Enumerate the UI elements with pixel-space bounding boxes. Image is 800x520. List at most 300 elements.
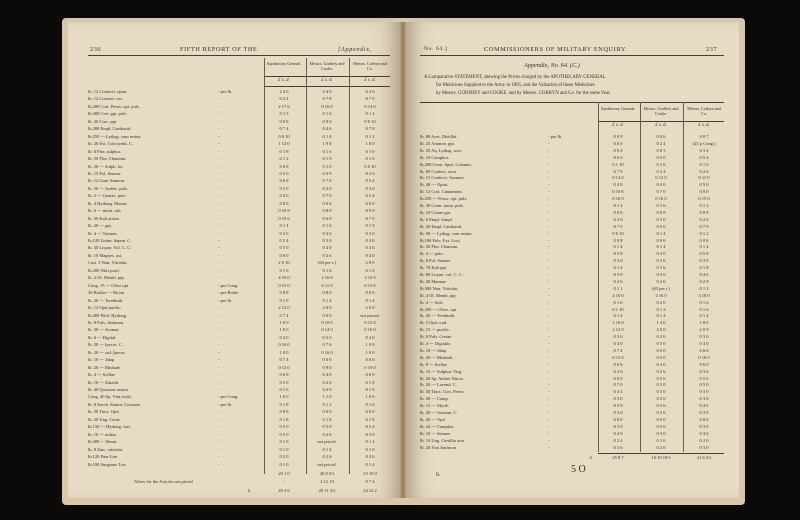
price-corbyn: 0 1 6: [365, 401, 375, 407]
price-apothecary: 0 1 4: [613, 203, 623, 208]
price-corbyn: 0 1 6: [365, 156, 375, 162]
item-name: lb.150 --- Hydrarg. fort.: [88, 424, 131, 430]
price-corbyn: 0 1 4: [699, 244, 709, 250]
price-godfrey: 0 1 3: [656, 306, 666, 312]
price-godfrey: 0 7 6: [322, 342, 332, 348]
item-unit: -: [548, 209, 550, 215]
price-godfrey: 0 1 4: [322, 446, 332, 452]
item-name: lb. 30 Tinct. Cort. Peruv.: [420, 389, 465, 395]
right-left-tag: No. 64.]: [424, 46, 448, 52]
item-name: lb. 6 Empl. Simpl.: [420, 216, 454, 222]
item-name: lb.250 --- Lythag. cum resina: [88, 133, 141, 139]
price-godfrey: 0 2 0: [322, 387, 332, 392]
price-apothecary: 0 0 8: [613, 237, 623, 243]
item-name: lb. 24 --- Camphor.: [420, 423, 455, 429]
price-godfrey: 0 3 9: [322, 170, 332, 176]
price-corbyn: 0 0 6: [699, 237, 709, 243]
price-apothecary: 2 0 10: [278, 260, 290, 266]
price-godfrey: 0 3 0: [322, 185, 332, 191]
left-page: [68, 22, 400, 498]
item-name: lb. 8 Fol. Sennae: [420, 258, 451, 264]
price-godfrey: 0 1 6: [656, 161, 666, 167]
item-name: lb. 12 --- Myrrh: [420, 403, 449, 409]
item-name: lb. 40 --- Opiat.: [420, 182, 449, 188]
item-name: lb. 4 --- pulv.: [420, 251, 444, 257]
price-apothecary: 0 3 0: [279, 431, 289, 437]
price-apothecary: 0 1 1: [613, 285, 623, 291]
price-godfrey: 0 2 6: [322, 454, 332, 460]
price-godfrey: 0 1 6: [322, 267, 332, 273]
item-name: lb. 20 --- Opii: [420, 416, 445, 422]
item-name: lb. 4 --- Tartariz.: [88, 230, 118, 236]
item-unit: -: [218, 178, 220, 184]
item-name: lb. 6 --- Digital.: [88, 334, 117, 340]
item-name: lb. 20 Empl. Cantharid.: [420, 223, 463, 229]
item-unit: -: [218, 96, 220, 102]
price-godfrey: 0 5 0: [656, 341, 666, 346]
price-apothecary: 0 12 0: [278, 364, 290, 370]
item-name: lb. 6 Flor. sulphur.: [88, 148, 122, 154]
price-apothecary: 0 5 0: [613, 272, 623, 277]
price-apothecary: 0 7 0: [613, 223, 623, 229]
item-unit: -: [218, 200, 220, 206]
price-corbyn: 0 3 0: [699, 389, 709, 395]
price-godfrey: 0 5 0: [322, 334, 332, 340]
item-name: lb. 40 Quassiae rasura: [88, 387, 128, 392]
price-apothecary: 0 6 0: [613, 140, 623, 146]
appendix-title: Appendix, No. 64. (C.): [524, 62, 580, 69]
price-apothecary: 2 12 0: [612, 327, 624, 333]
price-apothecary: 0 0 9: [613, 134, 623, 139]
price-apothecary: 1 12 0: [278, 141, 290, 147]
price-corbyn: 0 14 0: [364, 103, 376, 109]
item-unit: -: [548, 306, 550, 312]
price-corbyn: 1 0 0: [365, 342, 375, 348]
item-name: lb.300 Cret. ppt. pulv.: [88, 111, 128, 117]
price-apothecary: 0 6 8: [279, 178, 289, 184]
price-corbyn: 0 0 10: [364, 163, 376, 169]
price-apothecary: 0 12 0: [612, 354, 624, 360]
item-unit: -: [218, 260, 220, 266]
item-unit: -: [218, 446, 220, 452]
item-name: lb. 8 Pulv. Antimon.: [88, 319, 125, 325]
price-apothecary: 0 7 4: [279, 357, 289, 363]
price-apothecary: 0 0 10: [278, 133, 290, 139]
item-unit: -: [548, 410, 550, 415]
price-godfrey: 0 2 6: [656, 334, 666, 340]
price-corbyn: 0 4 0: [699, 341, 709, 346]
price-godfrey: 0 5 6: [656, 375, 666, 381]
price-godfrey: 0 12 0: [655, 175, 667, 181]
price-corbyn: 0 3 0: [365, 185, 375, 191]
item-name: lb. 8 Zinc. vitriolat.: [88, 446, 123, 452]
item-name: lb. 20 Ext. Colocynth. C.: [88, 141, 133, 147]
price-corbyn: 0 0 7: [699, 134, 709, 139]
statement-line-2: for Medicines Supplied to the Army in 1805; and the Valuation of those Medicines: [436, 83, 595, 88]
price-apothecary: 1 0 0: [279, 327, 289, 333]
item-unit: -: [548, 140, 550, 146]
price-apothecary: 0 18 0: [612, 196, 624, 202]
price-corbyn: 0 5 8: [699, 251, 709, 257]
price-apothecary: 0 0 8: [279, 163, 289, 169]
right-colhead-rule: [598, 121, 724, 122]
left-allow-row: [88, 478, 390, 486]
left-head-rule: [88, 55, 390, 56]
item-unit: -: [218, 409, 220, 415]
item-name: lb. 12 Opii purific.: [88, 305, 122, 311]
price-corbyn: 0 3 0: [365, 431, 375, 437]
item-unit: -: [218, 141, 220, 147]
item-unit: -: [218, 230, 220, 236]
price-corbyn: 0 16 0: [364, 327, 376, 333]
price-corbyn: 0 2 6: [365, 454, 375, 460]
item-unit: -: [548, 341, 550, 346]
price-godfrey: 0 3 0: [656, 389, 666, 395]
price-corbyn: 0 3 0: [699, 423, 709, 429]
item-unit: -: [218, 357, 220, 363]
price-corbyn: 0 1 9: [365, 223, 375, 229]
price-godfrey: 0 6 0: [656, 223, 666, 229]
price-apothecary: 0 3 0: [613, 423, 623, 429]
price-corbyn: 0 2 0: [699, 437, 709, 443]
price-corbyn: 0 1 4: [365, 461, 375, 467]
price-apothecary: 0 0 10: [612, 230, 624, 236]
item-unit: -: [548, 203, 550, 208]
item-name: lb. 50 Flor. Chamom.: [88, 156, 127, 162]
item-name: lb. 10 --- Jalap.: [88, 357, 116, 363]
item-name: lb. 90 --- Lythag. cum resina: [420, 230, 472, 236]
right-footer-mid: 5 O: [571, 464, 586, 475]
item-name: lb. 10 Camphor.: [420, 154, 449, 160]
price-godfrey: 0 6 0: [656, 416, 666, 422]
price-corbyn: 0 7 0: [365, 96, 375, 102]
item-unit: -: [548, 368, 550, 374]
item-name: lb. 30 Liquor. Vol. C. C.: [88, 245, 132, 251]
item-name: lb. 20 --- Ipecac. C.: [88, 342, 124, 348]
price-godfrey: 1 1 0: [322, 394, 332, 400]
item-name: lb. 2 Ol. Menth. pip.: [88, 275, 125, 281]
price-corbyn: 0 3 4: [699, 147, 709, 153]
item-unit: - per Cong.: [218, 282, 239, 288]
item-name: lb. 10 --- Sulphur. Virg.: [420, 368, 463, 374]
item-unit: -: [548, 258, 550, 264]
item-name: lb. 12 Cort. Cinnamom.: [420, 189, 463, 195]
left-section: [Appendix,: [338, 46, 372, 53]
item-unit: -: [218, 454, 220, 460]
price-godfrey: 0 1 6: [322, 111, 332, 117]
price-godfrey: 0 9 0: [322, 364, 332, 370]
item-unit: -: [548, 161, 550, 167]
right-footer-left: 6.: [436, 472, 441, 478]
item-unit: -: [548, 196, 550, 202]
item-name: lb.120 Fine Lint: [88, 454, 118, 460]
item-name: lb. 30 Croc. ppt.: [88, 118, 118, 124]
item-unit: -: [548, 437, 550, 443]
price-corbyn: 0 1 2: [365, 133, 375, 139]
item-name: lb.200 --- Olive. opt.: [420, 306, 458, 312]
price-corbyn: 0 3 0: [699, 258, 709, 264]
table-row: [420, 444, 724, 452]
price-godfrey: 0 2 4: [656, 168, 666, 174]
price-godfrey: 0 5 0: [656, 382, 666, 388]
item-unit: -: [218, 327, 220, 333]
price-godfrey: 0 1 9: [322, 156, 332, 162]
item-unit: -: [218, 223, 220, 229]
price-corbyn: 0 4 6: [365, 245, 375, 251]
price-apothecary: 4 16 0: [612, 292, 624, 298]
item-unit: -: [218, 342, 220, 348]
price-godfrey: 0 8 0: [322, 290, 332, 296]
price-corbyn: 1 8 0: [699, 320, 709, 326]
price-apothecary: 0 5 4: [279, 238, 289, 243]
item-unit: -: [548, 244, 550, 250]
item-name: lb. 25 Ammon. ppt.: [420, 140, 456, 146]
item-unit: -: [218, 118, 220, 124]
price-apothecary: 1 0 0: [279, 349, 289, 355]
item-name: lb. 4 --- Sulc.: [420, 299, 444, 305]
price-corbyn: 0 1 8: [365, 416, 375, 422]
price-godfrey: 1 4 0: [656, 320, 666, 326]
item-name: lb.200 Empl. Cantharid.: [88, 126, 132, 132]
item-name: lb.300 --- Resin.: [88, 439, 118, 445]
item-unit: -: [548, 216, 550, 222]
left-total-c: 24 12 2: [363, 487, 377, 493]
price-apothecary: 1 0 0: [279, 319, 289, 325]
item-name: 36 Bottles --- Ricini: [88, 290, 125, 296]
item-unit: -: [548, 327, 550, 333]
price-corbyn: 0 7 0: [365, 126, 375, 132]
item-unit: -: [218, 252, 220, 258]
item-name: Cast. 5 Natr. Vitriolat.: [88, 260, 128, 266]
item-unit: -: [218, 111, 220, 117]
item-name: lb.250 --- Peruv. opt. pulv.: [420, 196, 468, 202]
price-godfrey: 0 2 6: [656, 410, 666, 415]
left-total-label: £.: [248, 487, 252, 493]
item-unit: -: [218, 238, 220, 243]
price-apothecary: 0 1 10: [612, 306, 624, 312]
item-name: lb. 10 Ung. Cerullia acet.: [420, 437, 466, 443]
price-godfrey: 0 0 6: [322, 118, 332, 124]
item-unit: -: [548, 403, 550, 409]
price-apothecary: 0 4 8: [613, 182, 623, 188]
price-godfrey: 0 4 6: [322, 126, 332, 132]
price-corbyn: 0 2 8: [699, 278, 709, 284]
price-godfrey: 0 4 0: [322, 245, 332, 251]
price-apothecary: 0 1 4: [613, 244, 623, 250]
left-currency-b: £ s. d.: [321, 78, 333, 83]
left-currency-a: £ s. d.: [278, 78, 290, 83]
item-unit: -: [548, 154, 550, 160]
item-name: lb. 10 --- Sennae: [420, 430, 450, 436]
item-unit: -: [218, 431, 220, 437]
price-corbyn: 0 3 6: [699, 430, 709, 436]
item-unit: -: [548, 416, 550, 422]
price-godfrey: 0 0 3: [656, 147, 666, 153]
item-name: lb.200 Nitri purif.: [88, 267, 120, 273]
right-page-number: 237: [706, 46, 718, 53]
item-unit: -: [548, 147, 550, 153]
item-unit: -: [548, 272, 550, 277]
left-running-head: FIFTH REPORT OF THE: [180, 46, 258, 53]
left-subtotal-a: 29 1 0: [278, 470, 290, 476]
left-subtotal-b: 20 8 5½: [319, 470, 335, 476]
price-apothecary: 0 3 6: [613, 368, 623, 374]
price-godfrey: 0 1 6: [322, 148, 332, 154]
price-corbyn: 0 1 2: [699, 203, 709, 208]
right-col-corbyn: Messrs. Corbyn and Co.: [687, 106, 721, 116]
item-unit: -: [548, 320, 550, 326]
item-name: lb. 4 --- Digitalis: [420, 341, 451, 346]
price-corbyn: not priced.: [360, 312, 380, 318]
item-name: lb. 20 --- Lavend. C.: [420, 382, 457, 388]
open-book: [62, 18, 745, 505]
price-corbyn: 0 1 6: [699, 299, 709, 305]
price-apothecary: 0 6 0: [613, 154, 623, 160]
price-corbyn: 2 0 0: [699, 327, 709, 333]
price-apothecary: 0 0 8: [279, 118, 289, 124]
price-godfrey: 0 2 6: [322, 431, 332, 437]
price-apothecary: 0 1 8: [279, 401, 289, 407]
price-corbyn: 3 10 0: [364, 275, 376, 281]
left-page-number: 236: [90, 46, 102, 53]
item-unit: -: [218, 148, 220, 154]
price-apothecary: 0 10 8: [278, 208, 290, 214]
item-unit: - per Cong.: [218, 394, 239, 400]
item-unit: -: [548, 423, 550, 429]
price-godfrey: 2 16 0: [321, 275, 333, 281]
item-name: lb. 30 Tinct. Opii: [88, 409, 119, 415]
price-apothecary: 0 0 8: [613, 209, 623, 215]
item-name: Cong. 15 --- Olive opt.: [88, 282, 130, 288]
price-godfrey: 0 5 0: [656, 154, 666, 160]
price-corbyn: 0 1 4: [699, 313, 709, 319]
item-name: lb. 4 Ol. Menth. pip.: [420, 292, 457, 298]
item-name: lb. 20 --- ppt.: [88, 223, 112, 229]
price-godfrey: 0 9 0: [656, 354, 666, 360]
price-apothecary: 0 5 0: [613, 403, 623, 409]
price-godfrey: 0 1 6: [656, 437, 666, 443]
price-apothecary: 0 1 6: [279, 267, 289, 273]
item-name: lb. 20 --- Gentian. C.: [420, 410, 458, 415]
price-apothecary: 2 12 0: [278, 305, 290, 311]
price-godfrey: 0 8 0: [322, 208, 332, 214]
item-unit: -: [548, 382, 550, 388]
price-apothecary: 2 4 0: [279, 89, 289, 94]
price-corbyn: 0 7 0: [699, 223, 709, 229]
price-apothecary: 0 4 0: [613, 430, 623, 436]
item-unit: -: [548, 285, 550, 291]
price-godfrey: not priced.: [317, 461, 337, 467]
item-unit: - per lb.: [218, 401, 233, 407]
item-name: lb. 20 --- Terebinth.: [88, 297, 124, 303]
price-apothecary: 0 1 0: [279, 461, 289, 467]
item-name: lb.400 Pilul. Hydrarg.: [88, 312, 128, 318]
item-name: lb. 4 --- Scillae: [88, 372, 115, 378]
item-name: lb. 10 Magnes. ust.: [88, 252, 123, 258]
price-godfrey: 0 1 4: [656, 313, 666, 319]
price-corbyn: 0 1 2: [699, 285, 709, 291]
price-godfrey: 1 0 0: [322, 141, 332, 147]
price-corbyn: 0 1 0: [365, 446, 375, 452]
price-corbyn: 0 3 0: [365, 230, 375, 236]
price-godfrey: 0 2 6: [656, 278, 666, 284]
left-colhead-rule-2: [264, 86, 390, 87]
price-godfrey: 0 1 4: [322, 133, 332, 139]
item-unit: - per Bottle: [218, 290, 239, 296]
price-apothecary: 0 3 6: [279, 230, 289, 236]
left-total-a: 29 4 6: [278, 487, 290, 493]
price-godfrey: not priced.: [317, 439, 337, 445]
item-name: lb. 20 --- Camp.: [420, 396, 449, 402]
item-unit: -: [218, 305, 220, 311]
price-corbyn: 0 4 6: [699, 272, 709, 277]
item-unit: -: [548, 168, 550, 174]
price-corbyn: 0 0 10: [364, 118, 376, 124]
price-corbyn: 0 13 0: [364, 282, 376, 288]
price-apothecary: 0 14 0: [612, 175, 624, 181]
price-godfrey: 0 1 2: [322, 401, 332, 407]
price-corbyn: 0 1 8: [699, 265, 709, 271]
price-corbyn: 0 8 0: [365, 290, 375, 296]
item-name: lb. 12 Conserv. ros.: [88, 96, 123, 102]
table-row: [88, 461, 390, 469]
item-unit: -: [218, 349, 220, 355]
item-name: lb. 2 --- Guaiac. pulv.: [88, 193, 127, 199]
price-godfrey: 0 1 4: [656, 230, 666, 236]
price-godfrey: 0 2 6: [656, 444, 666, 450]
item-unit: -: [548, 430, 550, 436]
price-corbyn: 0 2 0: [699, 216, 709, 222]
price-corbyn: 0 5 4: [365, 193, 375, 199]
item-unit: -: [218, 156, 220, 162]
price-godfrey: 0 16 0: [655, 196, 667, 202]
price-apothecary: 0 3 0: [613, 216, 623, 222]
price-godfrey: 0 1 6: [322, 223, 332, 229]
item-name: lb. 35 Aq. Lythag. acet.: [420, 147, 462, 153]
price-corbyn: 0 1 6: [365, 267, 375, 273]
price-apothecary: 0 5 0: [279, 245, 289, 251]
price-apothecary: 0 16 0: [278, 342, 290, 348]
price-godfrey: 0 7 6: [322, 178, 332, 184]
item-unit: -: [218, 379, 220, 385]
price-apothecary: 0 3 0: [279, 379, 289, 385]
price-apothecary: 0 8 0: [279, 200, 289, 206]
price-godfrey: 0 4 0: [322, 89, 332, 94]
price-godfrey: 0 1 8: [322, 416, 332, 422]
item-unit: -: [218, 208, 220, 214]
item-unit: -: [218, 387, 220, 392]
price-apothecary: 0 3 6: [279, 185, 289, 191]
price-godfrey: 0 4 0: [656, 251, 666, 257]
left-col-apothecary: Apothecary General.: [266, 61, 302, 66]
item-unit: -: [218, 133, 220, 139]
item-name: lb. 20 Sp. Aether Nitros.: [420, 375, 464, 381]
right-page: [406, 22, 739, 498]
item-unit: -: [548, 223, 550, 229]
price-corbyn: 0 3 0: [365, 170, 375, 176]
item-unit: -: [218, 439, 220, 445]
price-apothecary: 2 17 6: [278, 103, 290, 109]
item-unit: -: [548, 265, 550, 271]
price-apothecary: 0 6 8: [279, 372, 289, 378]
item-name: lb. 10 --- Jalap: [420, 347, 447, 353]
price-corbyn: 0 6 0: [699, 347, 709, 353]
item-unit: -: [548, 237, 550, 243]
left-col-godfrey: Messrs. Godfrey and Cooke.: [309, 61, 345, 71]
price-corbyn: 0 6 0: [365, 200, 375, 206]
price-apothecary: 0 3 6: [613, 334, 623, 340]
price-corbyn: 0 1 2: [699, 230, 709, 236]
